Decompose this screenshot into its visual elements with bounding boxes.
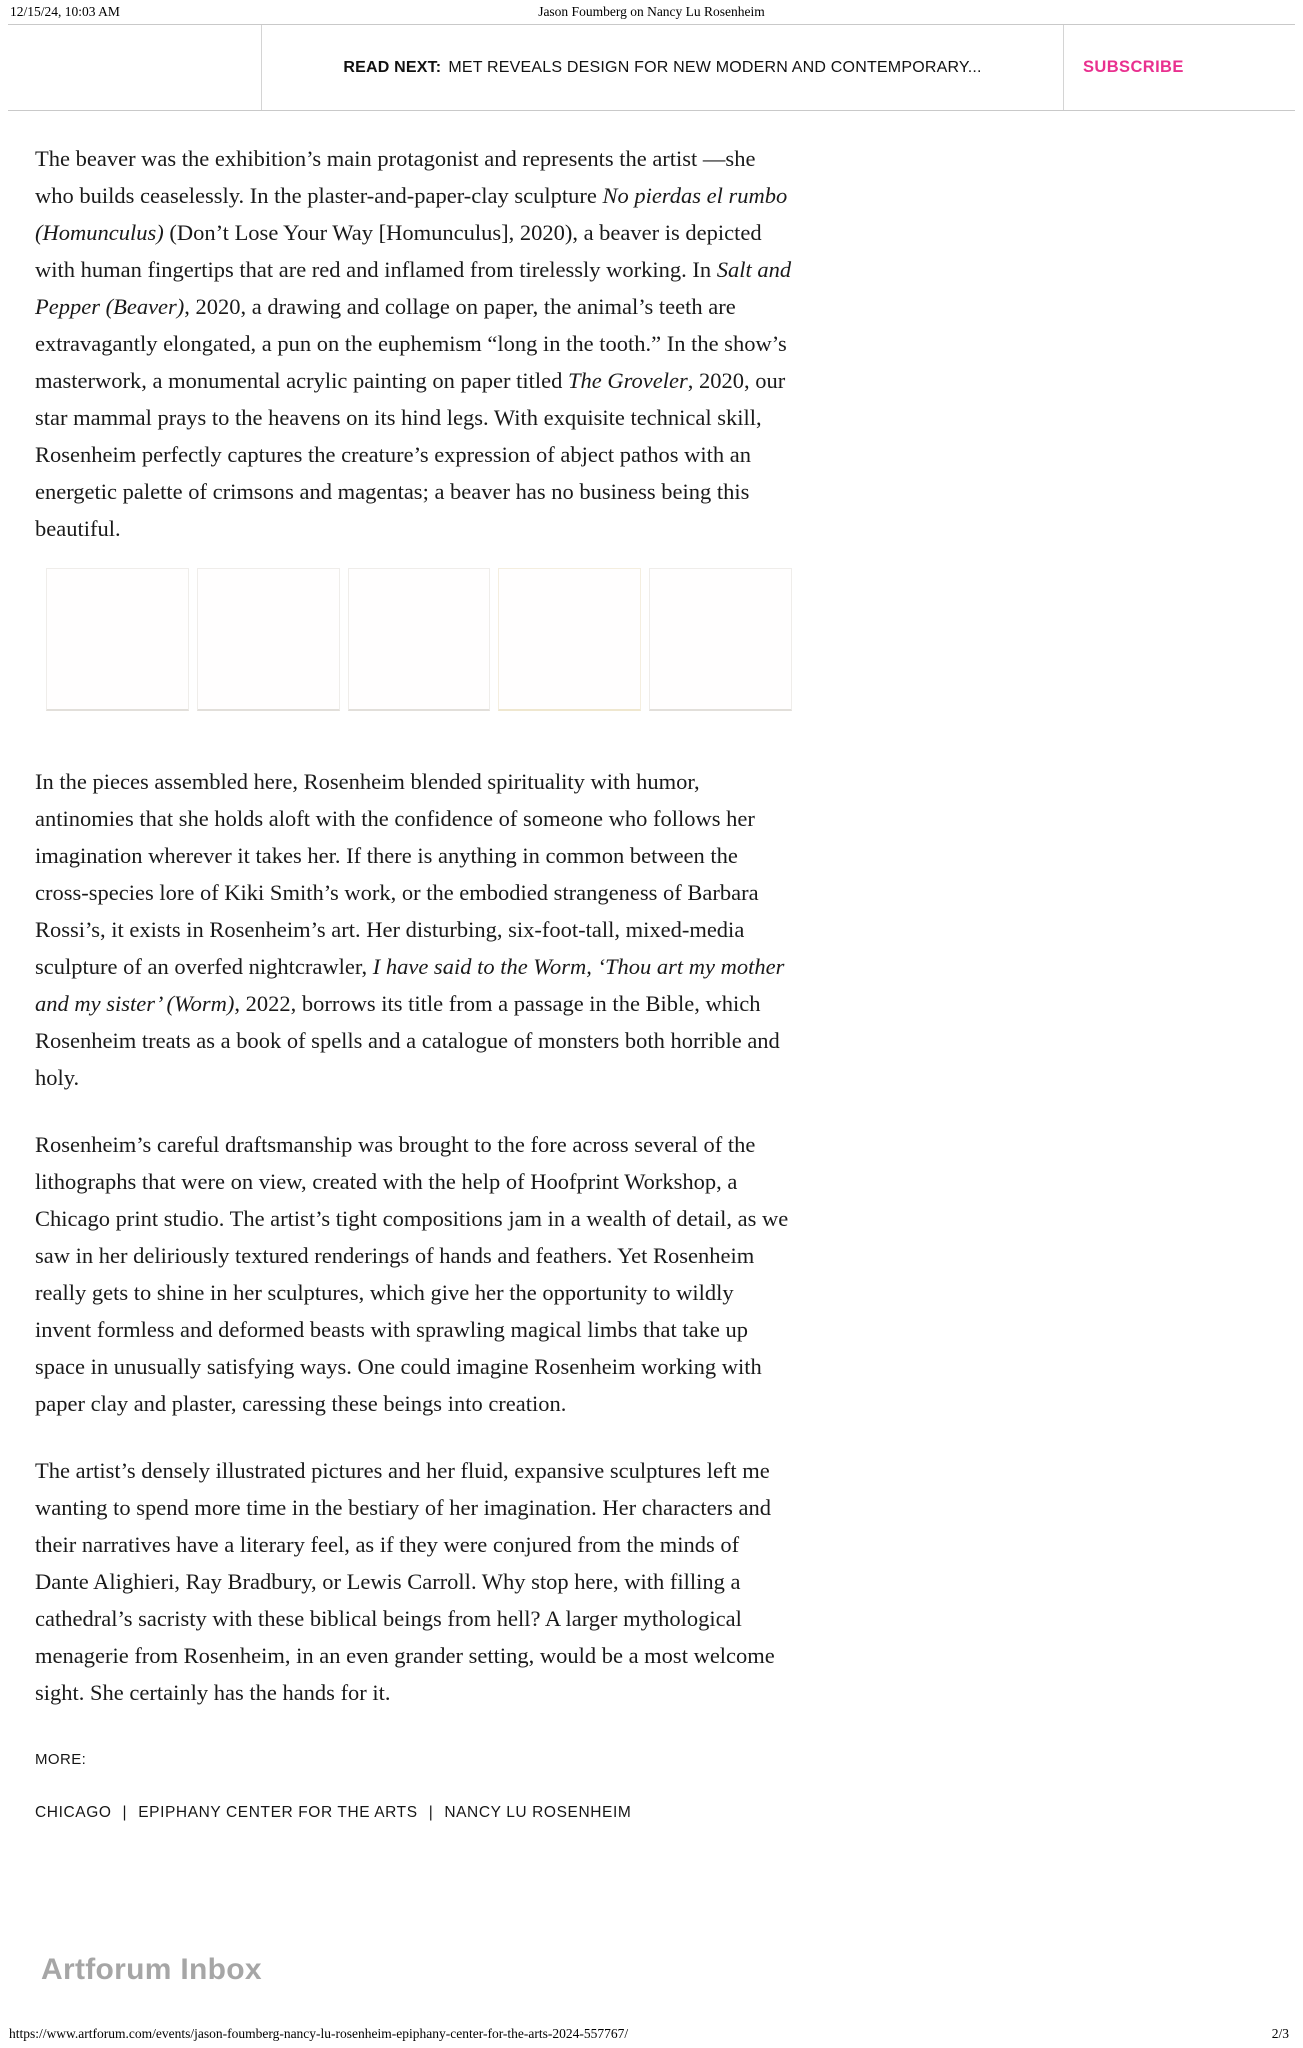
print-url: https://www.artforum.com/events/jason-foumberg-nancy-lu-rosenheim-epiphany-center-for-the-arts-2024-557767/ (9, 2026, 629, 2041)
tag-link[interactable]: EPIPHANY CENTER FOR THE ARTS (138, 1804, 418, 1821)
tag-separator: | (122, 1804, 128, 1821)
body-text: In the pieces assembled here, Rosenheim blended spirituality with humor, antinomies that she holds aloft with the confidence of someone who follows her imagination wherever it takes her. If there is anything in common between the cross-species lore of Kiki Smith’s work, or the embodied strangeness of Barbara Rossi’s, it exists in Rosenheim’s art. Her disturbing, six-foot-tall, mixed-media sculpture of an overfed nightcrawler, (35, 769, 759, 979)
read-next-label: READ NEXT: (343, 58, 442, 76)
read-next-cell (261, 25, 1064, 110)
image-placeholder (348, 568, 491, 711)
body-text: , 2020, our star mammal prays to the heavens on its hind legs. With exquisite technical skill, Rosenheim perfectly captures the creature’s expression of abject pathos with an energetic palette of crimsons and magentas; a beaver has no business being this beautiful. (35, 368, 786, 541)
article-paragraph (35, 1452, 792, 1711)
banner-empty-cell (8, 25, 261, 110)
tag-separator: | (428, 1804, 434, 1821)
body-text: , 2022, borrows its title from a passage in the Bible, which Rosenheim treats as a book of spells and a catalogue of monsters both horrible and holy. (35, 991, 780, 1090)
print-datetime: 12/15/24, 10:03 AM (10, 4, 120, 19)
print-page-number: 2/3 (1271, 2026, 1289, 2041)
artwork-title: Salt and Pepper (Beaver) (35, 257, 792, 319)
body-text: , 2020, a drawing and collage on paper, the animal’s teeth are extravagantly elongated, a pun on the euphemism “long in the tooth.” In the show’s masterwork, a monumental acrylic painting on paper titled (35, 294, 787, 393)
image-placeholder (197, 568, 340, 711)
more-label: MORE: (35, 1751, 87, 1768)
section-title-artforum-inbox: Artforum Inbox (41, 1953, 262, 1986)
article-tags (35, 1794, 792, 1831)
article-body (35, 140, 792, 1831)
article-paragraph (35, 763, 792, 1096)
body-text: (Don’t Lose Your Way [Homunculus], 2020), a beaver is depicted with human fingertips that are red and inflamed from tirelessly working. In (35, 220, 762, 282)
print-doc-title: Jason Foumberg on Nancy Lu Rosenheim (538, 4, 765, 19)
body-text: Rosenheim’s careful draftsmanship was brought to the fore across several of the lithographs that were on view, created with the help of Hoofprint Workshop, a Chicago print studio. The artist’s tight compositions jam in a wealth of detail, as we saw in her deliriously textured renderings of hands and feathers. Yet Rosenheim really gets to shine in her sculptures, which give her the opportunity to wildly invent formless and deformed beasts with sprawling magical limbs that take up space in unusually satisfying ways. One could imagine Rosenheim working with paper clay and plaster, caressing these beings into creation. (35, 1132, 789, 1416)
tag-link[interactable]: NANCY LU ROSENHEIM (444, 1804, 632, 1821)
image-placeholder (46, 568, 189, 711)
body-text: The artist’s densely illustrated pictures and her fluid, expansive sculptures left me wanting to spend more time in the bestiary of her imagination. Her characters and their narratives have a literary feel, as if they were conjured from the minds of Dante Alighieri, Ray Bradbury, or Lewis Carroll. Why stop here, with filling a cathedral’s sacristy with these biblical beings from hell? A larger mythological menagerie from Rosenheim, in an even grander setting, would be a most welcome sight. She certainly has the hands for it. (35, 1458, 775, 1705)
figure-row (46, 568, 792, 711)
article-paragraph (35, 1126, 792, 1422)
tag-link[interactable]: CHICAGO (35, 1804, 112, 1821)
read-next-banner (8, 25, 1295, 111)
image-placeholder (498, 568, 641, 711)
body-text: The beaver was the exhibition’s main protagonist and represents the artist —she who builds ceaselessly. In the plaster-and-paper-clay sculpture (35, 146, 756, 208)
subscribe-button[interactable]: SUBSCRIBE (1083, 58, 1184, 76)
artwork-title: No pierdas el rumbo (Homunculus) (35, 183, 788, 245)
read-next-headline-link[interactable]: MET REVEALS DESIGN FOR NEW MODERN AND CONTEMPORARY... (448, 58, 982, 76)
article-paragraph (35, 140, 792, 547)
subscribe-cell (1064, 25, 1295, 110)
artwork-title: The Groveler (567, 368, 688, 393)
artwork-title: I have said to the Worm, ‘Thou art my mother and my sister’ (Worm) (35, 954, 785, 1016)
image-placeholder (649, 568, 792, 711)
